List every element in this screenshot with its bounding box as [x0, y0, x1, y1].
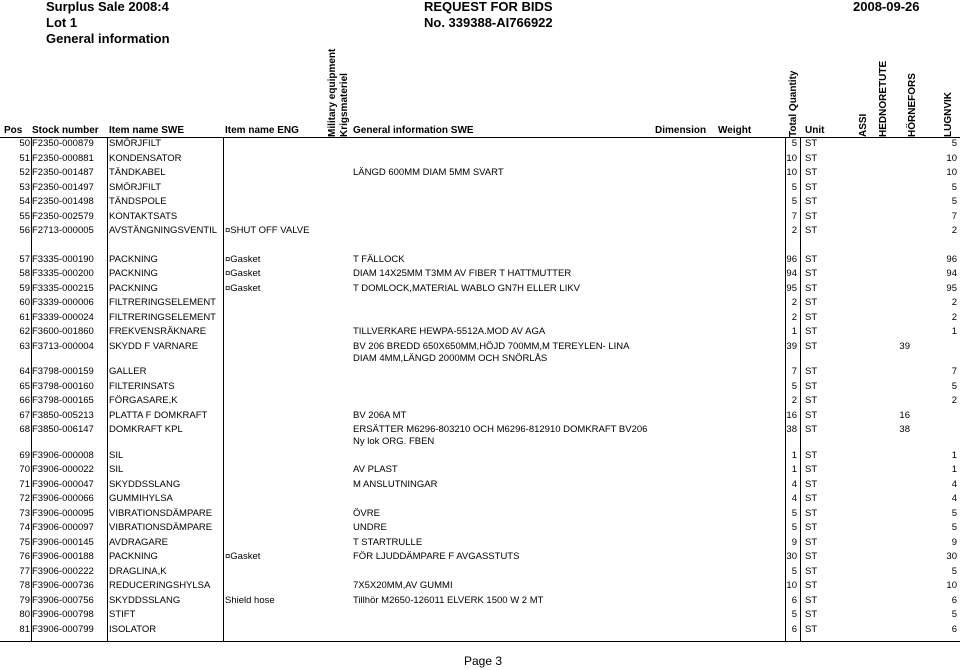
- row-stock-number: F3906-000047: [32, 478, 94, 490]
- row-stock-number: F3906-000756: [32, 594, 94, 606]
- row-pos: 75: [19, 536, 30, 548]
- row-stock-number: F3906-000066: [32, 493, 94, 504]
- row-general-info: ÖVRE: [353, 507, 380, 519]
- row-quantity: 39: [786, 340, 797, 352]
- row-general-info: UNDRE: [353, 522, 387, 533]
- row-stock-number: F2350-002579: [32, 210, 94, 222]
- row-general-info: 7X5X20MM,AV GUMMI: [353, 580, 453, 591]
- row-unit: ST: [805, 167, 818, 178]
- row-item-name-swe: SMÖRJFILT: [109, 181, 162, 193]
- row-lugnvik-qty: 6: [951, 594, 957, 606]
- row-lugnvik-qty: 5: [951, 181, 957, 193]
- row-lugnvik-qty: 6: [951, 623, 957, 635]
- row-unit: ST: [805, 196, 818, 207]
- row-pos: 58: [19, 268, 30, 279]
- row-item-name-swe: PACKNING: [109, 282, 158, 294]
- row-item-name-swe: AVDRAGARE: [109, 536, 168, 548]
- row-pos: 53: [19, 181, 30, 193]
- row-quantity: 95: [786, 282, 797, 294]
- lot-label: Lot 1: [46, 15, 78, 30]
- row-stock-number: F3906-000799: [32, 623, 94, 635]
- row-pos: 78: [19, 580, 30, 591]
- row-stock-number: F3798-000160: [32, 380, 94, 392]
- row-unit: ST: [805, 551, 818, 562]
- row-hednoretute-qty: 16: [899, 409, 910, 421]
- row-unit: ST: [805, 507, 818, 519]
- row-quantity: 4: [791, 493, 797, 504]
- row-stock-number: F3600-001860: [32, 326, 94, 337]
- row-lugnvik-qty: 2: [951, 395, 957, 406]
- request-number: No. 339388-AI766922: [424, 15, 553, 30]
- row-quantity: 5: [791, 565, 797, 577]
- bottom-rule: [0, 641, 960, 642]
- row-quantity: 30: [786, 551, 797, 562]
- row-stock-number: F3335-000215: [32, 282, 94, 294]
- row-stock-number: F3906-000097: [32, 522, 94, 533]
- row-unit: ST: [805, 253, 818, 265]
- row-item-name-swe: ISOLATOR: [109, 623, 157, 635]
- row-lugnvik-qty: 5: [951, 196, 957, 207]
- row-unit: ST: [805, 522, 818, 533]
- row-unit: ST: [805, 449, 818, 461]
- row-lugnvik-qty: 5: [951, 565, 957, 577]
- row-unit: ST: [805, 493, 818, 504]
- col-assi: ASSI: [858, 113, 869, 137]
- row-quantity: 5: [791, 196, 797, 207]
- row-item-name-swe: FILTRERINGSELEMENT: [109, 311, 216, 323]
- row-unit: ST: [805, 623, 818, 635]
- row-quantity: 5: [791, 138, 797, 149]
- row-lugnvik-qty: 10: [946, 580, 957, 591]
- row-unit: ST: [805, 565, 818, 577]
- row-pos: 64: [19, 366, 30, 377]
- row-item-name-swe: SIL: [109, 464, 124, 475]
- row-quantity: 16: [786, 409, 797, 421]
- row-stock-number: F3906-000022: [32, 464, 94, 475]
- row-lugnvik-qty: 30: [946, 551, 957, 562]
- row-lugnvik-qty: 7: [951, 210, 957, 222]
- row-unit: ST: [805, 395, 818, 406]
- row-quantity: 38: [786, 424, 797, 435]
- row-item-name-swe: SKYDDSSLANG: [109, 594, 181, 606]
- row-unit: ST: [805, 326, 818, 337]
- row-item-name-swe: PACKNING: [109, 268, 158, 279]
- sale-title: Surplus Sale 2008:4: [46, 0, 169, 14]
- row-general-info: M ANSLUTNINGAR: [353, 478, 438, 490]
- row-pos: 69: [19, 449, 30, 461]
- row-unit: ST: [805, 609, 818, 620]
- row-pos: 67: [19, 409, 30, 421]
- row-item-name-eng: ¤Gasket: [225, 253, 261, 265]
- row-stock-number: F3906-000222: [32, 565, 94, 577]
- row-unit: ST: [805, 181, 818, 193]
- row-quantity: 6: [791, 623, 797, 635]
- row-lugnvik-qty: 5: [951, 507, 957, 519]
- row-pos: 65: [19, 380, 30, 392]
- row-item-name-swe: PACKNING: [109, 253, 158, 265]
- row-stock-number: F2350-001487: [32, 167, 94, 178]
- row-lugnvik-qty: 2: [951, 297, 957, 308]
- row-general-info: T STARTRULLE: [353, 536, 423, 548]
- col-military: Military equipment: [327, 48, 338, 137]
- row-stock-number: F3798-000159: [32, 366, 94, 377]
- row-lugnvik-qty: 7: [951, 366, 957, 377]
- col-unit: Unit: [805, 125, 825, 136]
- row-lugnvik-qty: 2: [951, 311, 957, 323]
- row-quantity: 2: [791, 225, 797, 236]
- row-item-name-swe: SMÖRJFILT: [109, 138, 162, 149]
- col-total-qty: Total Quantity: [788, 70, 799, 137]
- row-general-info: ERSÄTTER M6296-803210 OCH M6296-812910 DOMKRAFT BV206: [353, 424, 648, 435]
- row-stock-number: F3335-000200: [32, 268, 94, 279]
- row-item-name-swe: GUMMIHYLSA: [109, 493, 173, 504]
- row-stock-number: F2350-001498: [32, 196, 94, 207]
- row-stock-number: F3906-000188: [32, 551, 94, 562]
- row-pos: 74: [19, 522, 30, 533]
- row-quantity: 2: [791, 297, 797, 308]
- row-item-name-swe: REDUCERINGSHYLSA: [109, 580, 211, 591]
- row-quantity: 7: [791, 210, 797, 222]
- row-lugnvik-qty: 94: [946, 268, 957, 279]
- grid-line: [800, 137, 801, 642]
- row-item-name-swe: SIL: [109, 449, 124, 461]
- row-item-name-eng: Shield hose: [225, 594, 275, 606]
- header-date: 2008-09-26: [853, 0, 920, 14]
- row-hednoretute-qty: 39: [899, 340, 910, 352]
- row-general-info: T FÄLLOCK: [353, 253, 405, 265]
- row-pos: 70: [19, 464, 30, 475]
- col-name-swe: Item name SWE: [109, 125, 185, 136]
- row-lugnvik-qty: 5: [951, 609, 957, 620]
- row-item-name-swe: FREKVENSRÄKNARE: [109, 326, 207, 337]
- col-hednoretute: HEDNORETUTE: [878, 60, 889, 137]
- row-pos: 62: [19, 326, 30, 337]
- row-quantity: 2: [791, 311, 797, 323]
- row-quantity: 1: [791, 449, 797, 461]
- row-stock-number: F3798-000165: [32, 395, 94, 406]
- row-pos: 50: [19, 138, 30, 149]
- row-pos: 81: [19, 623, 30, 635]
- row-unit: ST: [805, 138, 818, 149]
- row-quantity: 5: [791, 507, 797, 519]
- row-stock-number: F2350-001497: [32, 181, 94, 193]
- row-quantity: 5: [791, 609, 797, 620]
- row-pos: 51: [19, 152, 30, 164]
- row-general-info-cont: Ny lok ORG. FBEN: [353, 436, 435, 447]
- row-item-name-eng: ¤SHUT OFF VALVE: [225, 225, 310, 236]
- row-unit: ST: [805, 366, 818, 377]
- row-pos: 55: [19, 210, 30, 222]
- row-pos: 54: [19, 196, 30, 207]
- col-weight: Weight: [718, 125, 752, 136]
- row-pos: 77: [19, 565, 30, 577]
- row-pos: 73: [19, 507, 30, 519]
- row-stock-number: F3906-000095: [32, 507, 94, 519]
- row-pos: 72: [19, 493, 30, 504]
- row-lugnvik-qty: 10: [946, 152, 957, 164]
- row-stock-number: F3335-000190: [32, 253, 94, 265]
- row-quantity: 5: [791, 181, 797, 193]
- row-lugnvik-qty: 95: [946, 282, 957, 294]
- row-item-name-swe: SKYDDSSLANG: [109, 478, 181, 490]
- row-lugnvik-qty: 96: [946, 253, 957, 265]
- row-lugnvik-qty: 2: [951, 225, 957, 236]
- row-general-info: TILLVERKARE HEWPA-5512A.MOD AV AGA: [353, 326, 546, 337]
- row-item-name-swe: KONDENSATOR: [109, 152, 182, 164]
- row-pos: 52: [19, 167, 30, 178]
- row-item-name-swe: VIBRATIONSDÄMPARE: [109, 522, 213, 533]
- row-lugnvik-qty: 9: [951, 536, 957, 548]
- row-pos: 68: [19, 424, 30, 435]
- row-item-name-swe: GALLER: [109, 366, 147, 377]
- row-hednoretute-qty: 38: [899, 424, 910, 435]
- row-quantity: 10: [786, 167, 797, 178]
- row-pos: 79: [19, 594, 30, 606]
- col-stock: Stock number: [32, 125, 99, 136]
- row-quantity: 96: [786, 253, 797, 265]
- row-pos: 80: [19, 609, 30, 620]
- col-gen-swe: General information SWE: [353, 125, 474, 136]
- row-item-name-swe: STIFT: [109, 609, 136, 620]
- row-general-info: FÖR LJUDDÄMPARE F AVGASSTUTS: [353, 551, 520, 562]
- row-general-info-cont: DIAM 4MM,LÄNGD 2000MM OCH SNÖRLÅS: [353, 352, 548, 364]
- row-pos: 57: [19, 253, 30, 265]
- row-item-name-eng: ¤Gasket: [225, 282, 261, 294]
- row-unit: ST: [805, 268, 818, 279]
- row-item-name-eng: ¤Gasket: [225, 268, 261, 279]
- row-lugnvik-qty: 5: [951, 138, 957, 149]
- row-unit: ST: [805, 424, 818, 435]
- row-stock-number: F2350-000879: [32, 138, 94, 149]
- row-pos: 76: [19, 551, 30, 562]
- row-stock-number: F2350-000881: [32, 152, 94, 164]
- row-item-name-swe: SKYDD F VARNARE: [109, 340, 199, 352]
- row-lugnvik-qty: 4: [951, 478, 957, 490]
- row-stock-number: F3850-005213: [32, 409, 94, 421]
- row-stock-number: F3906-000145: [32, 536, 94, 548]
- row-pos: 66: [19, 395, 30, 406]
- row-pos: 60: [19, 297, 30, 308]
- col-dimension: Dimension: [655, 125, 707, 136]
- row-quantity: 1: [791, 464, 797, 475]
- row-lugnvik-qty: 4: [951, 493, 957, 504]
- row-unit: ST: [805, 311, 818, 323]
- row-general-info: DIAM 14X25MM T3MM AV FIBER T HATTMUTTER: [353, 268, 572, 279]
- col-pos: Pos: [4, 125, 23, 136]
- row-unit: ST: [805, 478, 818, 490]
- row-item-name-swe: AVSTÄNGNINGSVENTIL: [109, 225, 218, 236]
- row-quantity: 94: [786, 268, 797, 279]
- row-stock-number: F3339-000006: [32, 297, 94, 308]
- row-pos: 59: [19, 282, 30, 294]
- row-quantity: 4: [791, 478, 797, 490]
- page-number: Page 3: [464, 654, 503, 668]
- grid-line: [223, 137, 224, 642]
- row-item-name-swe: FÖRGASARE,K: [109, 395, 178, 406]
- row-quantity: 6: [791, 594, 797, 606]
- row-general-info: BV 206A MT: [353, 409, 407, 421]
- header-left: [46, 0, 170, 47]
- row-item-name-swe: TÄNDKABEL: [109, 167, 166, 178]
- row-unit: ST: [805, 536, 818, 548]
- row-quantity: 7: [791, 366, 797, 377]
- row-quantity: 9: [791, 536, 797, 548]
- row-lugnvik-qty: 1: [951, 326, 957, 337]
- row-item-name-swe: DRAGLINA,K: [109, 565, 167, 577]
- row-item-name-swe: PLATTA F DOMKRAFT: [109, 409, 208, 421]
- row-pos: 61: [19, 311, 30, 323]
- row-item-name-swe: VIBRATIONSDÄMPARE: [109, 507, 213, 519]
- row-unit: ST: [805, 225, 818, 236]
- row-pos: 56: [19, 225, 30, 236]
- row-unit: ST: [805, 409, 818, 421]
- row-item-name-swe: TÄNDSPOLE: [109, 196, 167, 207]
- row-item-name-swe: PACKNING: [109, 551, 158, 562]
- row-stock-number: F3850-006147: [32, 424, 94, 435]
- row-item-name-swe: KONTAKTSATS: [109, 210, 178, 222]
- row-quantity: 10: [786, 580, 797, 591]
- row-stock-number: F3906-000008: [32, 449, 94, 461]
- row-quantity: 2: [791, 395, 797, 406]
- row-item-name-swe: FILTRERINGSELEMENT: [109, 297, 216, 308]
- row-unit: ST: [805, 580, 818, 591]
- row-general-info: BV 206 BREDD 650X650MM,HÖJD 700MM,M TEREYLEN- LINA: [353, 340, 630, 352]
- col-name-eng: Item name ENG: [225, 125, 299, 136]
- row-unit: ST: [805, 594, 818, 606]
- row-pos: 71: [19, 478, 30, 490]
- row-stock-number: F2713-000005: [32, 225, 94, 236]
- row-stock-number: F3713-000004: [32, 340, 94, 352]
- grid-line: [107, 137, 108, 642]
- row-quantity: 5: [791, 522, 797, 533]
- col-hornefors: HÖRNEFORS: [907, 73, 918, 137]
- col-krigsmateriel: Krigsmateriel: [339, 73, 350, 137]
- row-lugnvik-qty: 10: [946, 167, 957, 178]
- row-unit: ST: [805, 380, 818, 392]
- row-item-name-eng: ¤Gasket: [225, 551, 261, 562]
- row-item-name-swe: FILTERINSATS: [109, 380, 175, 392]
- section-title: General information: [46, 31, 170, 46]
- row-lugnvik-qty: 5: [951, 380, 957, 392]
- row-lugnvik-qty: 1: [951, 464, 957, 475]
- row-general-info: AV PLAST: [353, 464, 398, 475]
- row-pos: 63: [19, 340, 30, 352]
- row-quantity: 1: [791, 326, 797, 337]
- col-lugnvik: LUGNVIK: [943, 92, 954, 137]
- row-unit: ST: [805, 464, 818, 475]
- row-unit: ST: [805, 152, 818, 164]
- row-general-info: Tillhör M2650-126011 ELVERK 1500 W 2 MT: [353, 594, 544, 606]
- row-general-info: T DOMLOCK,MATERIAL WABLO GN7H ELLER LIKV: [353, 282, 581, 294]
- row-stock-number: F3339-000024: [32, 311, 94, 323]
- row-general-info: LÄNGD 600MM DIAM 5MM SVART: [353, 167, 504, 178]
- row-unit: ST: [805, 340, 818, 352]
- row-quantity: 10: [786, 152, 797, 164]
- row-quantity: 5: [791, 380, 797, 392]
- row-unit: ST: [805, 282, 818, 294]
- row-item-name-swe: DOMKRAFT KPL: [109, 424, 183, 435]
- header-mid: [424, 0, 553, 31]
- row-lugnvik-qty: 5: [951, 522, 957, 533]
- row-lugnvik-qty: 1: [951, 449, 957, 461]
- row-stock-number: F3906-000798: [32, 609, 94, 620]
- row-unit: ST: [805, 297, 818, 308]
- request-title: REQUEST FOR BIDS: [424, 0, 553, 14]
- row-unit: ST: [805, 210, 818, 222]
- row-stock-number: F3906-000736: [32, 580, 94, 591]
